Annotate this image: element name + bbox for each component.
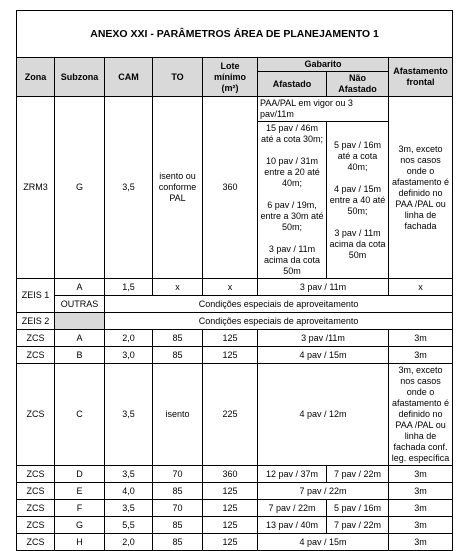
cell-cam: 2,0	[105, 534, 153, 551]
cell-gabarito: 7 pav / 22m	[258, 483, 389, 500]
table-row-zcs-e	[17, 483, 453, 500]
cell-lote: 125	[203, 483, 258, 500]
cell-subzona: D	[55, 466, 105, 483]
table-row-zcs-f	[17, 500, 453, 517]
cell-gabarito: 4 pav / 15m	[258, 347, 389, 364]
document-sheet	[16, 10, 452, 551]
cell-cam: 4,0	[105, 483, 153, 500]
cell-to: 85	[153, 347, 203, 364]
header-nao-afastado: Não Afastado	[327, 72, 389, 97]
cell-afastamento: 3m	[389, 517, 453, 534]
cell-lote: 125	[203, 330, 258, 347]
header-row-1	[17, 58, 453, 72]
table-row-zcs-a	[17, 330, 453, 347]
cell-afastamento: x	[389, 279, 453, 296]
cell-gabarito: 3 pav /11m	[258, 330, 389, 347]
cell-nao-afastado: 5 pav / 16m até a cota 40m; 4 pav / 15m entre a 40 até 50m; 3 pav / 11m acima da cota 50m	[327, 122, 389, 279]
table-row-zeis1-outras	[17, 296, 453, 313]
cell-special-conditions: Condições especiais de aproveitamento	[105, 313, 453, 330]
cell-cam: 3,5	[105, 466, 153, 483]
cell-afastamento: 3m	[389, 483, 453, 500]
cell-lote: x	[203, 279, 258, 296]
cell-zona: ZCS	[17, 347, 55, 364]
cell-paa-pal: PAA/PAL em vigor ou 3 pav/11m	[258, 97, 389, 122]
table-title: ANEXO XXI - PARÂMETROS ÁREA DE PLANEJAMENTO 1	[17, 11, 453, 58]
table-row-zeis1-a	[17, 279, 453, 296]
cell-gabarito: 4 pav / 15m	[258, 534, 389, 551]
cell-subzona-empty	[55, 313, 105, 330]
cell-subzona: E	[55, 483, 105, 500]
header-lote: Lote mínimo (m²)	[203, 58, 258, 97]
cell-lote: 125	[203, 534, 258, 551]
cell-to: x	[153, 279, 203, 296]
cell-zona: ZRM3	[17, 97, 55, 279]
cell-cam: 5,5	[105, 517, 153, 534]
cell-lote: 360	[203, 466, 258, 483]
cell-afastamento: 3m	[389, 330, 453, 347]
cell-zona: ZEIS 1	[17, 279, 55, 313]
cell-nao-afastado: 7 pav / 22m	[327, 517, 389, 534]
cell-subzona: C	[55, 364, 105, 466]
header-zona: Zona	[17, 58, 55, 97]
cell-zona: ZCS	[17, 483, 55, 500]
cell-subzona: H	[55, 534, 105, 551]
cell-afastado: 15 pav / 46m até a cota 30m; 10 pav / 31m entre a 20 até 40m; 6 pav / 19m, entre a 30m até 50m; 3 pav / 11m acima da cota 50m	[258, 122, 327, 279]
cell-to: 70	[153, 466, 203, 483]
cell-afastamento: 3m	[389, 466, 453, 483]
cell-lote: 360	[203, 97, 258, 279]
table-row-zrm3	[17, 97, 453, 122]
cell-afastamento: 3m	[389, 534, 453, 551]
cell-subzona: G	[55, 97, 105, 279]
header-afastado: Afastado	[258, 72, 327, 97]
cell-to: 85	[153, 534, 203, 551]
header-to: TO	[153, 58, 203, 97]
cell-gabarito: 4 pav / 12m	[258, 364, 389, 466]
cell-nao-afastado: 5 pav / 16m	[327, 500, 389, 517]
cell-zona: ZCS	[17, 517, 55, 534]
cell-to: 85	[153, 483, 203, 500]
cell-afastado: 7 pav / 22m	[258, 500, 327, 517]
cell-afastamento: 3m	[389, 347, 453, 364]
cell-to: 70	[153, 500, 203, 517]
header-afastamento: Afastamento frontal	[389, 58, 453, 97]
cell-nao-afastado: 7 pav / 22m	[327, 466, 389, 483]
cell-subzona: A	[55, 279, 105, 296]
header-subzona: Subzona	[55, 58, 105, 97]
header-cam: CAM	[105, 58, 153, 97]
cell-afastamento: 3m, exceto nos casos onde o afastamento é definido no PAA /PAL ou linha de fachada conf. leg. específica	[389, 364, 453, 466]
table-row-zcs-d	[17, 466, 453, 483]
cell-cam: 3,5	[105, 500, 153, 517]
cell-subzona: A	[55, 330, 105, 347]
cell-afastado: 13 pav / 40m	[258, 517, 327, 534]
table-row-zcs-h	[17, 534, 453, 551]
header-gabarito: Gabarito	[258, 58, 389, 72]
cell-afastado: 12 pav / 37m	[258, 466, 327, 483]
title-row	[17, 11, 453, 58]
cell-afastamento: 3m, exceto nos casos onde o afastamento é definido no PAA /PAL ou linha de fachada	[389, 97, 453, 279]
cell-afastamento: 3m	[389, 500, 453, 517]
cell-to: isento ou conforme PAL	[153, 97, 203, 279]
parameters-table	[16, 10, 453, 551]
cell-zona: ZEIS 2	[17, 313, 55, 330]
cell-special-conditions: Condições especiais de aproveitamento	[105, 296, 453, 313]
table-row-zeis2	[17, 313, 453, 330]
cell-lote: 225	[203, 364, 258, 466]
cell-cam: 3,0	[105, 347, 153, 364]
cell-zona: ZCS	[17, 466, 55, 483]
cell-subzona: F	[55, 500, 105, 517]
cell-to: 85	[153, 517, 203, 534]
cell-cam: 3,5	[105, 364, 153, 466]
cell-zona: ZCS	[17, 364, 55, 466]
cell-gabarito: 3 pav / 11m	[258, 279, 389, 296]
cell-lote: 125	[203, 347, 258, 364]
cell-cam: 2,0	[105, 330, 153, 347]
cell-zona: ZCS	[17, 330, 55, 347]
cell-lote: 125	[203, 517, 258, 534]
cell-zona: ZCS	[17, 534, 55, 551]
cell-subzona: B	[55, 347, 105, 364]
cell-subzona: G	[55, 517, 105, 534]
cell-lote: 125	[203, 500, 258, 517]
cell-to: isento	[153, 364, 203, 466]
cell-subzona: OUTRAS	[55, 296, 105, 313]
table-row-zcs-g	[17, 517, 453, 534]
cell-to: 85	[153, 330, 203, 347]
cell-cam: 1,5	[105, 279, 153, 296]
cell-zona: ZCS	[17, 500, 55, 517]
table-row-zcs-c	[17, 364, 453, 466]
cell-cam: 3,5	[105, 97, 153, 279]
table-row-zcs-b	[17, 347, 453, 364]
